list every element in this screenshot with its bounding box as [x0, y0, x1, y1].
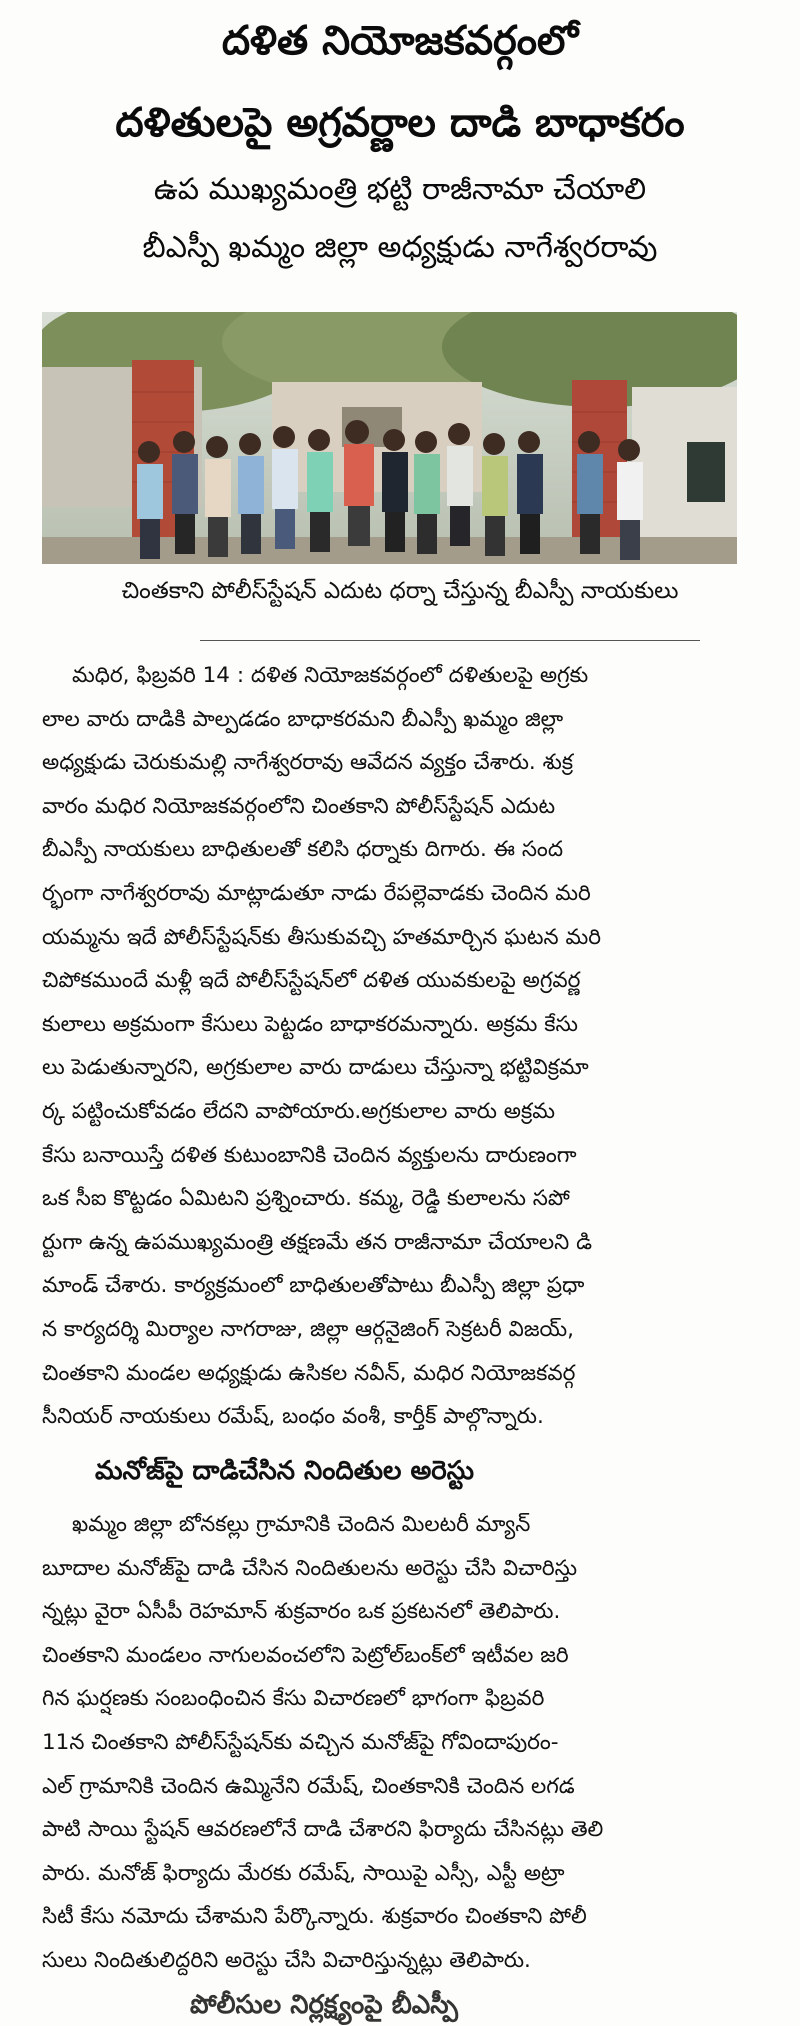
article-line: 11న చింతకాని పోలీస్‌స్టేషన్‌కు వచ్చిన మనోజ్‌పై గోవిందాపురం- — [42, 1729, 559, 1755]
article-line: కేసు బనాయిస్తే దళిత కుటుంబానికి చెందిన వ్యక్తులను దారుణంగా — [42, 1142, 577, 1168]
article-line: బూదాల మనోజ్‌పై దాడి చేసిన నిందితులను అరెస్టు చేసి విచారిస్తు — [42, 1555, 578, 1581]
news-photo — [42, 312, 737, 564]
article-line: గిన ఘర్షణకు సంబంధించిన కేసు విచారణలో భాగంగా ఫిబ్రవరి — [42, 1686, 545, 1712]
article-line: మాండ్ చేశారు. కార్యక్రమంలో బాధితులతోపాటు బీఎస్పీ జిల్లా ప్రధా — [42, 1273, 585, 1299]
article-line: లు పెడుతున్నారని, అగ్రకులాల వారు దాడులు చేస్తున్నా భట్టివిక్రమా — [42, 1055, 589, 1081]
article-line: ఒక సీఐ కొట్టడం ఏమిటని ప్రశ్నించారు. కమ్మ, రెడ్డి కులాలను సపో — [42, 1186, 570, 1212]
article-line: సిటీ కేసు నమోదు చేశామని పేర్కొన్నారు. శుక్రవారం చింతకాని పోలీ — [42, 1904, 587, 1930]
subheadline-line-1: ఉప ముఖ్యమంత్రి భట్టి రాజీనామా చేయాలి — [153, 172, 647, 207]
divider — [200, 640, 700, 641]
article-line: చింతకాని మండలం నాగులవంచలోని పెట్రోల్‌బంక్‌లో ఇటీవల జరి — [42, 1642, 569, 1668]
article-line: ర్భంగా నాగేశ్వరరావు మాట్లాడుతూ నాడు రేపల్లెవాడకు చెందిన మరి — [42, 880, 591, 906]
article-line: న్నట్లు వైరా ఏసీపీ రెహమాన్ శుక్రవారం ఒక ప్రకటనలో తెలిపారు. — [42, 1599, 561, 1625]
headline-line-2: దళితులపై అగ్రవర్ణాల దాడి బాధాకరం — [115, 100, 685, 146]
protest-photo-illustration — [42, 312, 737, 564]
article-line: లాల వారు దాడికి పాల్పడడం బాధాకరమని బీఎస్పీ ఖమ్మం జిల్లా — [42, 706, 564, 732]
headline-line-1: దళిత నియోజకవర్గంలో — [221, 18, 579, 64]
article-body — [42, 654, 757, 1439]
article-subheading: మనోజ్‌పై దాడిచేసిన నిందితుల అరెస్టు — [95, 1456, 474, 1486]
subheadline-line-2: బీఎస్పీ ఖమ్మం జిల్లా అధ్యక్షుడు నాగేశ్వరరావు — [142, 230, 658, 265]
photo-caption: చింతకాని పోలీస్‌స్టేషన్ ఎదుట ధర్నా చేస్తున్న బీఎస్పీ నాయకులు — [121, 578, 679, 604]
article-line: పారు. మనోజ్ ఫిర్యాదు మేరకు రమేష్, సాయిపై ఎస్సీ, ఎస్టీ అట్రా — [42, 1860, 565, 1886]
next-article-heading-cut: పోలీసుల నిర్లక్ష్యంపై బీఎస్పీ — [190, 1990, 458, 2020]
article-line: ఎల్ గ్రామానికి చెందిన ఉమ్మినేని రమేష్, చింతకానికి చెందిన లగడ — [42, 1773, 575, 1799]
article-line: సీనియర్ నాయకులు రమేష్, బంధం వంశీ, కార్తీక్ పాల్గొన్నారు. — [42, 1404, 544, 1430]
article-line: ర్క పట్టించుకోవడం లేదని వాపోయారు.అగ్రకులాల వారు అక్రమ — [42, 1098, 555, 1124]
article-line: యమ్మను ఇదే పోలీస్‌స్టేషన్‌కు తీసుకువచ్చి హతమార్చిన ఘటన మరి — [42, 924, 601, 950]
article-line: కులాలు అక్రమంగా కేసులు పెట్టడం బాధాకరమన్నారు. అక్రమ కేసు — [42, 1011, 578, 1037]
article-line: పాటి సాయి స్టేషన్ ఆవరణలోనే దాడి చేశారని ఫిర్యాదు చేసినట్లు తెలి — [42, 1817, 604, 1843]
article-line: బీఎస్పీ నాయకులు బాధితులతో కలిసి ధర్నాకు దిగారు. ఈ సంద — [42, 837, 564, 863]
article-body-2 — [42, 1503, 757, 1983]
article-line: వారం మధిర నియోజకవర్గంలోని చింతకాని పోలీస్‌స్టేషన్ ఎదుట — [42, 793, 556, 819]
article-line: న కార్యదర్శి మిర్యాల నాగరాజు, జిల్లా ఆర్గనైజింగ్ సెక్రటరీ విజయ్, — [42, 1316, 575, 1342]
article-line: చిపోకముందే మళ్లీ ఇదే పోలీస్‌స్టేషన్‌లో దళిత యువకులపై అగ్రవర్ణ — [42, 968, 581, 994]
article-line: అధ్యక్షుడు చెరుకుమల్లి నాగేశ్వరరావు ఆవేదన వ్యక్తం చేశారు. శుక్ర — [42, 750, 574, 776]
article-line: సులు నిందితులిద్దరిని అరెస్టు చేసి విచారిస్తున్నట్లు తెలిపారు. — [42, 1947, 531, 1973]
article-line: మధిర, ఫిబ్రవరి 14 : దళిత నియోజకవర్గంలో దళితులపై అగ్రకు — [72, 663, 589, 688]
article-line: చింతకాని మండల అధ్యక్షుడు ఉసికల నవీన్, మధిర నియోజకవర్గ — [42, 1360, 576, 1386]
article-line: ర్టుగా ఉన్న ఉపముఖ్యమంత్రి తక్షణమే తన రాజీనామా చేయాలని డి — [42, 1229, 592, 1255]
article-line: ఖమ్మం జిల్లా బోనకల్లు గ్రామానికి చెందిన మిలటరీ మ్యాన్ — [72, 1512, 531, 1537]
